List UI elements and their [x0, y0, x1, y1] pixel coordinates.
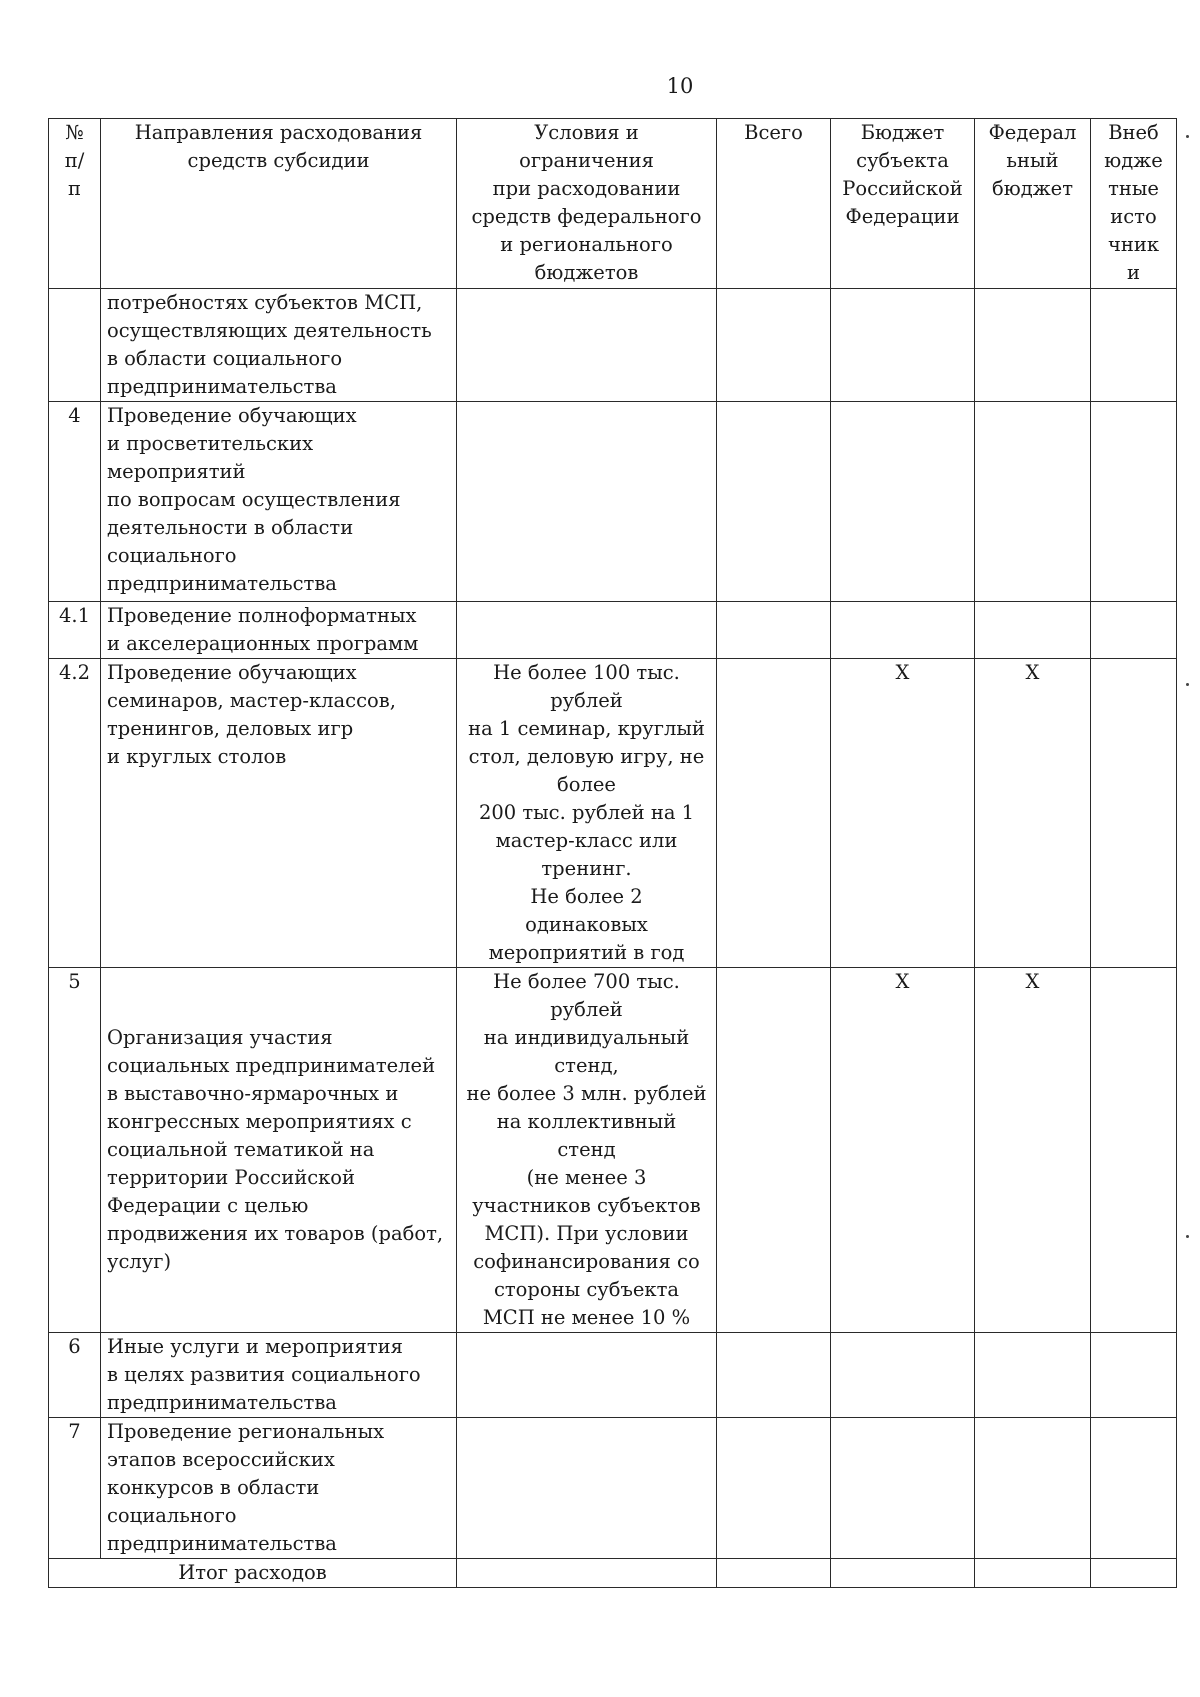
row-direction: Организация участия социальных предпринимателей в выставочно-ярмарочных и конгрессных мероприятиях с социальной тематикой на территории Российской Федерации с целью продвижения их товаров (работ, услуг) — [101, 968, 457, 1333]
header-conditions: Условия и ограничения при расходовании средств федерального и регионального бюджетов — [457, 119, 717, 289]
row-num: 4.1 — [49, 602, 101, 659]
table-row — [49, 402, 1177, 602]
row-conditions — [457, 1333, 717, 1418]
row-num — [49, 289, 101, 402]
row-conditions — [457, 402, 717, 602]
row-direction: Проведение полноформатных и акселерационных программ — [101, 602, 457, 659]
row-federal — [975, 289, 1091, 402]
row-regional — [831, 1418, 975, 1559]
row-regional — [831, 1333, 975, 1418]
header-num: № п/ п — [49, 119, 101, 289]
scan-speck — [1186, 135, 1189, 138]
row-num: 6 — [49, 1333, 101, 1418]
row-federal — [975, 1418, 1091, 1559]
row-conditions — [457, 1418, 717, 1559]
row-offbudget — [1091, 1418, 1177, 1559]
row-total — [717, 1418, 831, 1559]
row-offbudget — [1091, 1333, 1177, 1418]
row-total — [717, 1333, 831, 1418]
total-row-offbudget — [1091, 1559, 1177, 1588]
row-num: 7 — [49, 1418, 101, 1559]
total-row-federal — [975, 1559, 1091, 1588]
row-total — [717, 402, 831, 602]
table-row — [49, 289, 1177, 402]
row-offbudget — [1091, 289, 1177, 402]
row-federal — [975, 402, 1091, 602]
table-row — [49, 659, 1177, 968]
row-num: 5 — [49, 968, 101, 1333]
row-conditions — [457, 289, 717, 402]
header-direction: Направления расходования средств субсидии — [101, 119, 457, 289]
row-offbudget — [1091, 602, 1177, 659]
row-regional: X — [831, 968, 975, 1333]
total-row-total — [717, 1559, 831, 1588]
total-row-regional — [831, 1559, 975, 1588]
total-row — [49, 1559, 1177, 1588]
table-header-row — [49, 119, 1177, 289]
row-conditions: Не более 100 тыс. рублей на 1 семинар, круглый стол, деловую игру, не более 200 тыс. рублей на 1 мастер-класс или тренинг. Не более 2 одинаковых мероприятий в год — [457, 659, 717, 968]
header-total: Всего — [717, 119, 831, 289]
row-num: 4.2 — [49, 659, 101, 968]
page-number: 10 — [666, 74, 694, 98]
row-federal: X — [975, 968, 1091, 1333]
scan-speck — [1186, 1235, 1189, 1238]
scan-speck — [1186, 683, 1189, 686]
row-num: 4 — [49, 402, 101, 602]
row-offbudget — [1091, 402, 1177, 602]
table-row — [49, 1418, 1177, 1559]
header-offbudget: Внеб юдже тные исто чник и — [1091, 119, 1177, 289]
total-row-label: Итог расходов — [49, 1559, 457, 1588]
table-row — [49, 1333, 1177, 1418]
row-direction: потребностях субъектов МСП, осуществляющих деятельность в области социального предпринимательства — [101, 289, 457, 402]
budget-table — [48, 118, 1177, 1588]
row-direction: Проведение обучающих и просветительских мероприятий по вопросам осуществления деятельности в области социального предпринимательства — [101, 402, 457, 602]
row-direction: Иные услуги и мероприятия в целях развития социального предпринимательства — [101, 1333, 457, 1418]
row-offbudget — [1091, 968, 1177, 1333]
header-regional-budget: Бюджет субъекта Российской Федерации — [831, 119, 975, 289]
header-federal-budget: Федерал ьный бюджет — [975, 119, 1091, 289]
row-regional — [831, 289, 975, 402]
table-row — [49, 968, 1177, 1333]
row-total — [717, 289, 831, 402]
row-direction: Проведение обучающих семинаров, мастер-классов, тренингов, деловых игр и круглых столов — [101, 659, 457, 968]
row-federal — [975, 1333, 1091, 1418]
total-row-conditions — [457, 1559, 717, 1588]
row-offbudget — [1091, 659, 1177, 968]
row-direction: Проведение региональных этапов всероссийских конкурсов в области социального предпринимательства — [101, 1418, 457, 1559]
row-federal: X — [975, 659, 1091, 968]
row-conditions: Не более 700 тыс. рублей на индивидуальный стенд, не более 3 млн. рублей на коллективный стенд (не менее 3 участников субъектов МСП). При условии софинансирования со стороны субъекта МСП не менее 10 % — [457, 968, 717, 1333]
row-conditions — [457, 602, 717, 659]
row-total — [717, 602, 831, 659]
row-regional — [831, 402, 975, 602]
row-regional — [831, 602, 975, 659]
row-regional: X — [831, 659, 975, 968]
row-total — [717, 968, 831, 1333]
row-federal — [975, 602, 1091, 659]
row-total — [717, 659, 831, 968]
table-row — [49, 602, 1177, 659]
